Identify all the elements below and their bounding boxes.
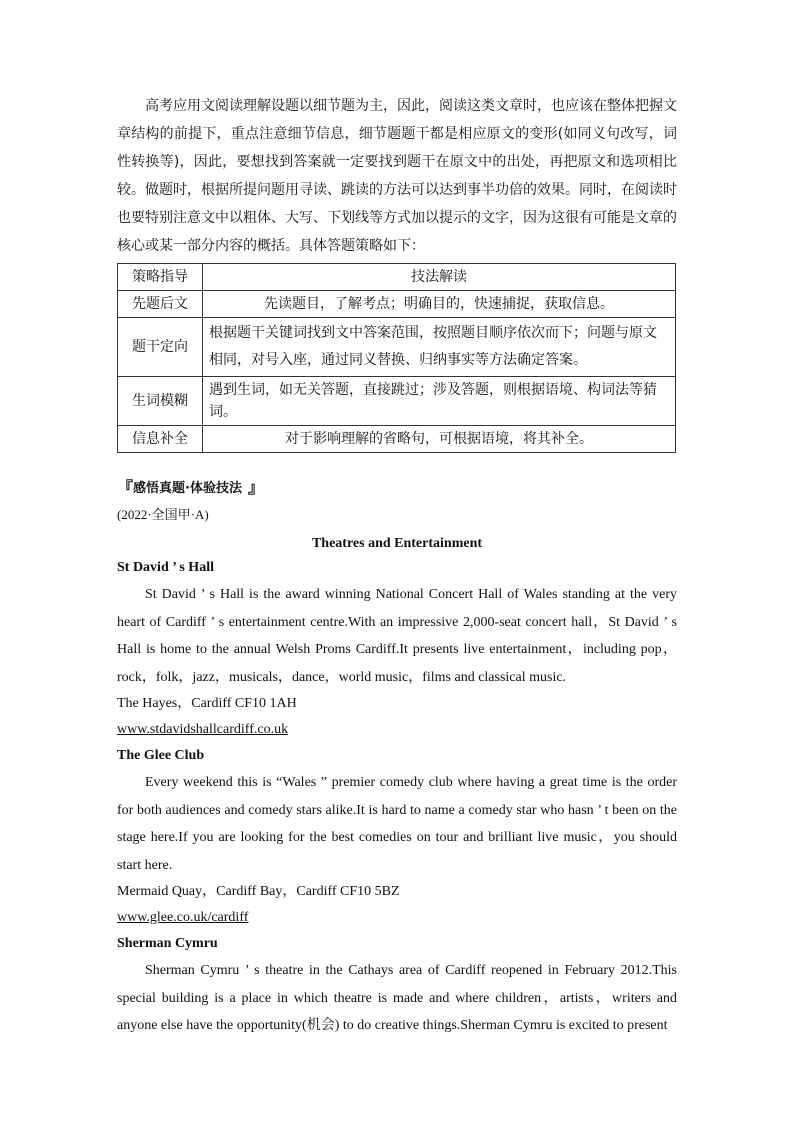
- venue-website-link[interactable]: www.stdavidshallcardiff.co.uk: [117, 722, 289, 737]
- venue-address: The Hayes，Cardiff CF10 1AH: [117, 696, 297, 711]
- table-cell-explanation: 先读题目，了解考点；明确目的，快速捕捉，获取信息。: [203, 291, 676, 318]
- section-close-bracket: 』: [247, 477, 264, 497]
- venue-block-st-davids-hall: [117, 555, 677, 743]
- intro-paragraph: 高考应用文阅读理解设题以细节题为主，因此，阅读这类文章时，也应该在整体把握文章结构的前提下，重点注意细节信息，细节题题干都是相应原文的变形(如同义句改写，词性转换等)，因此，要想找到答案就一定要找到题干在原文中的出处，再把原文和选项相比较。做题时，根据所提问题用寻读、跳读的方法可以达到事半功倍的效果。同时，在阅读时也要特别注意文中以粗体、大写、下划线等方式加以提示的文字，因为这很有可能是文章的核心或某一部分内容的概括。具体答题策略如下：: [117, 98, 677, 254]
- venue-description: Every weekend this is “Wales ” premier comedy club where having a great time is the order for both audiences and comedy stars alike.It is hard to name a comedy star who hasn ’ t been on the stage here.If you are looking for the best comedies on tour and brilliant live music，you should start here.: [117, 775, 677, 873]
- table-header-cell: 策略指导: [118, 264, 203, 291]
- table-row: [118, 377, 676, 426]
- exam-source: (2022·全国甲·A): [117, 507, 209, 522]
- table-cell-strategy: 信息补全: [118, 426, 203, 453]
- venue-name: The Glee Club: [117, 748, 205, 763]
- venue-website-link[interactable]: www.glee.co.uk/cardiff: [117, 910, 249, 925]
- venue-description: St David ’ s Hall is the award winning National Concert Hall of Wales standing at the very heart of Cardiff ’ s entertainment centre.With an impressive 2,000-seat concert hall，St David ’ s Hall is home to the annual Welsh Proms Cardiff.It presents live entertainment，including pop，rock，folk，jazz，musicals，dance，world music，films and classical music.: [117, 587, 677, 685]
- venue-name: St David ’ s Hall: [117, 560, 214, 575]
- venue-block-sherman-cymru: [117, 931, 677, 1040]
- table-cell-explanation: 根据题干关键词找到文中答案范围，按照题目顺序依次而下；问题与原文相同，对号入座，通过同义替换、归纳事实等方法确定答案。: [203, 318, 676, 377]
- table-cell-explanation: 对于影响理解的省略句，可根据语境，将其补全。: [203, 426, 676, 453]
- venue-address: Mermaid Quay，Cardiff Bay，Cardiff CF10 5BZ: [117, 884, 400, 899]
- section-open-bracket: 『: [117, 477, 134, 497]
- venue-block-glee-club: [117, 743, 677, 931]
- table-header-row: [118, 264, 676, 291]
- section-label: 感悟真题·体验技法: [133, 480, 242, 496]
- venue-name: Sherman Cymru: [117, 936, 218, 951]
- table-cell-strategy: 先题后文: [118, 291, 203, 318]
- section-heading: [117, 475, 677, 497]
- article-title: Theatres and Entertainment: [311, 536, 483, 551]
- table-row: [118, 318, 676, 377]
- venue-description: Sherman Cymru ’ s theatre in the Cathays area of Cardiff reopened in February 2012.This special building is a place in which theatre is made and where children，artists，writers and anyone else have the opportunity(机会) to do creative things.Sherman Cymru is excited to present: [117, 963, 677, 1033]
- table-cell-explanation: 遇到生词，如无关答题，直接跳过；涉及答题，则根据语境、构词法等猜词。: [203, 377, 676, 426]
- table-row: [118, 426, 676, 453]
- strategy-table: [117, 263, 676, 453]
- table-cell-strategy: 题干定向: [118, 318, 203, 377]
- table-cell-strategy: 生词模糊: [118, 377, 203, 426]
- document-page: [117, 92, 677, 1040]
- table-row: [118, 291, 676, 318]
- table-header-cell: 技法解读: [203, 264, 676, 291]
